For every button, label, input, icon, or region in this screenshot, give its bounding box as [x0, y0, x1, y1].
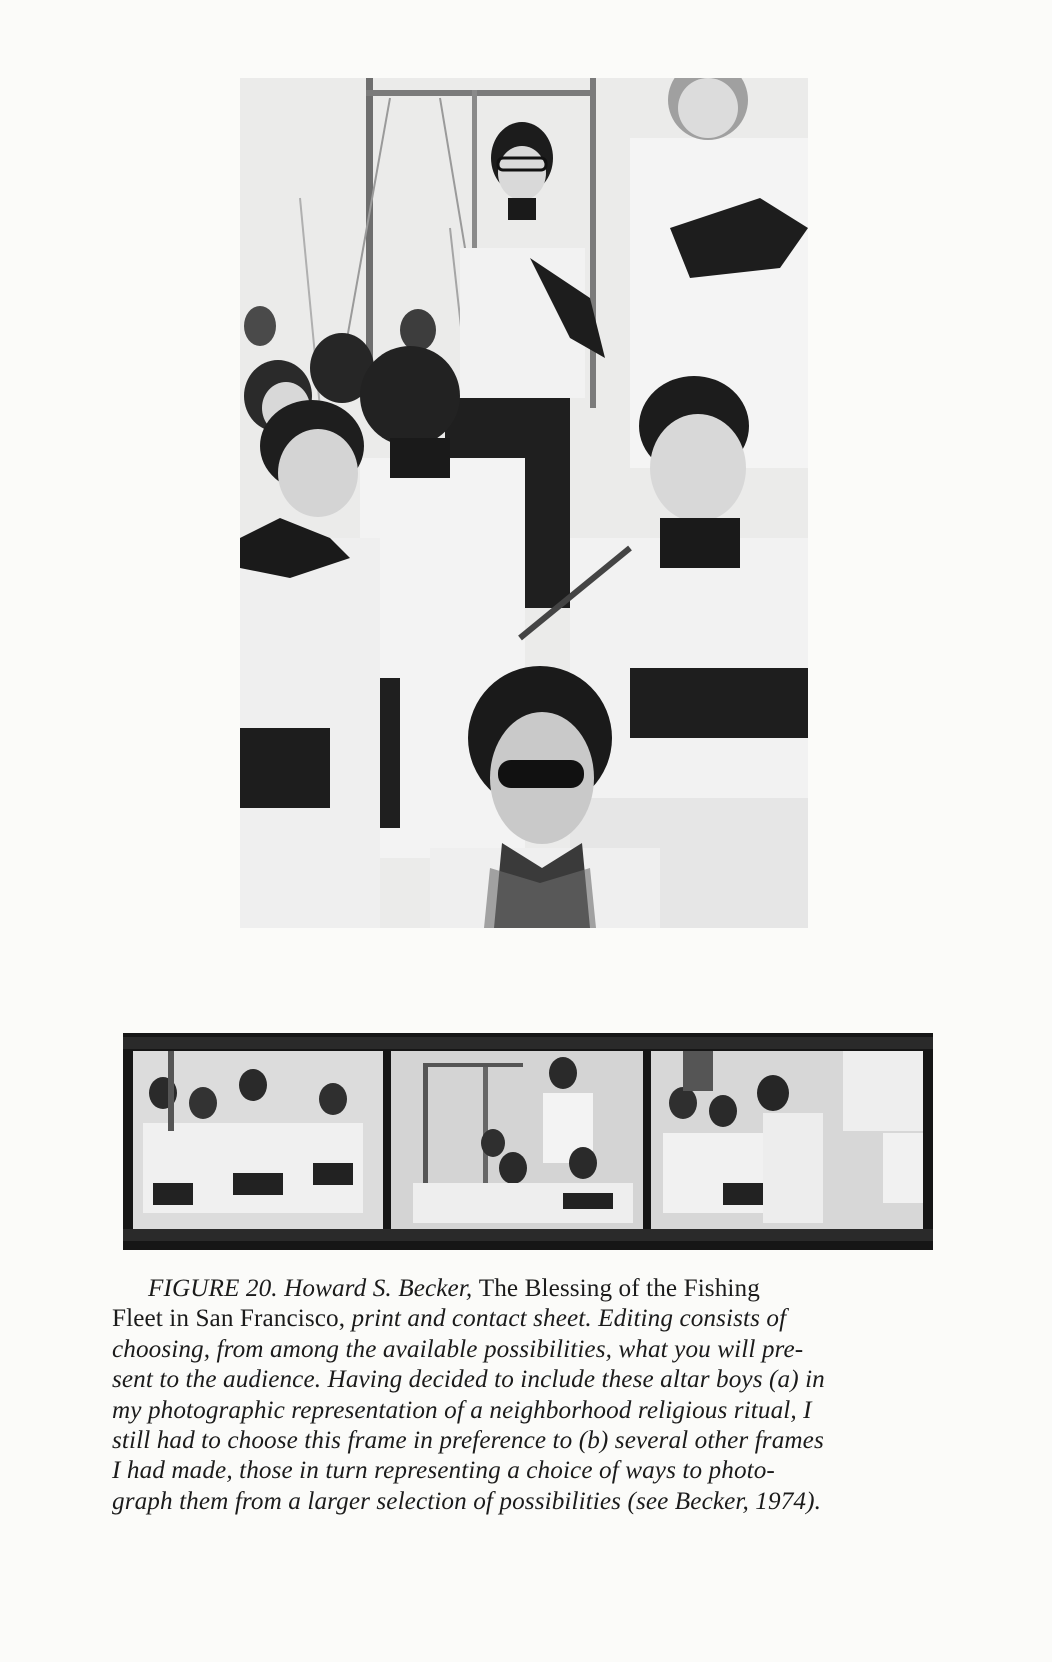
caption-italic-run: FIGURE 20. Howard S. Becker,	[148, 1275, 479, 1302]
contact-frame-2	[391, 1051, 643, 1229]
caption-italic-run: choosing, from among the available possibilities, what you will pre-	[112, 1335, 804, 1363]
caption-line	[112, 1487, 962, 1517]
caption-italic-run: I had made, those in turn representing a choice of ways to photo-	[112, 1457, 775, 1485]
caption-line	[112, 1274, 962, 1304]
caption-line	[112, 1335, 962, 1365]
caption-line	[112, 1304, 962, 1334]
caption-line	[112, 1396, 962, 1426]
altar-boys-photo	[240, 78, 808, 928]
caption-italic-run: print and contact sheet. Editing consists of	[351, 1305, 787, 1333]
contact-frame-3	[651, 1051, 923, 1229]
caption-line	[112, 1365, 962, 1395]
print-photograph	[240, 78, 808, 928]
caption-italic-run: sent to the audience. Having decided to include these altar boys (a) in	[112, 1366, 825, 1394]
contact-sheet	[123, 1033, 933, 1250]
caption-italic-run: my photographic representation of a neighborhood religious ritual, I	[112, 1396, 812, 1424]
caption-italic-run: still had to choose this frame in preference to (b) several other frames	[112, 1427, 824, 1455]
caption-line	[112, 1426, 962, 1456]
contact-frame-1	[133, 1051, 383, 1229]
caption-italic-run: graph them from a larger selection of possibilities (see Becker, 1974).	[112, 1487, 821, 1515]
contact-sheet-film-strip	[123, 1033, 933, 1250]
caption-line	[112, 1456, 962, 1486]
caption-roman-run: Fleet in San Francisco,	[112, 1305, 352, 1333]
figure-caption	[112, 1274, 962, 1517]
caption-roman-run: The Blessing of the Fishing	[478, 1275, 760, 1302]
